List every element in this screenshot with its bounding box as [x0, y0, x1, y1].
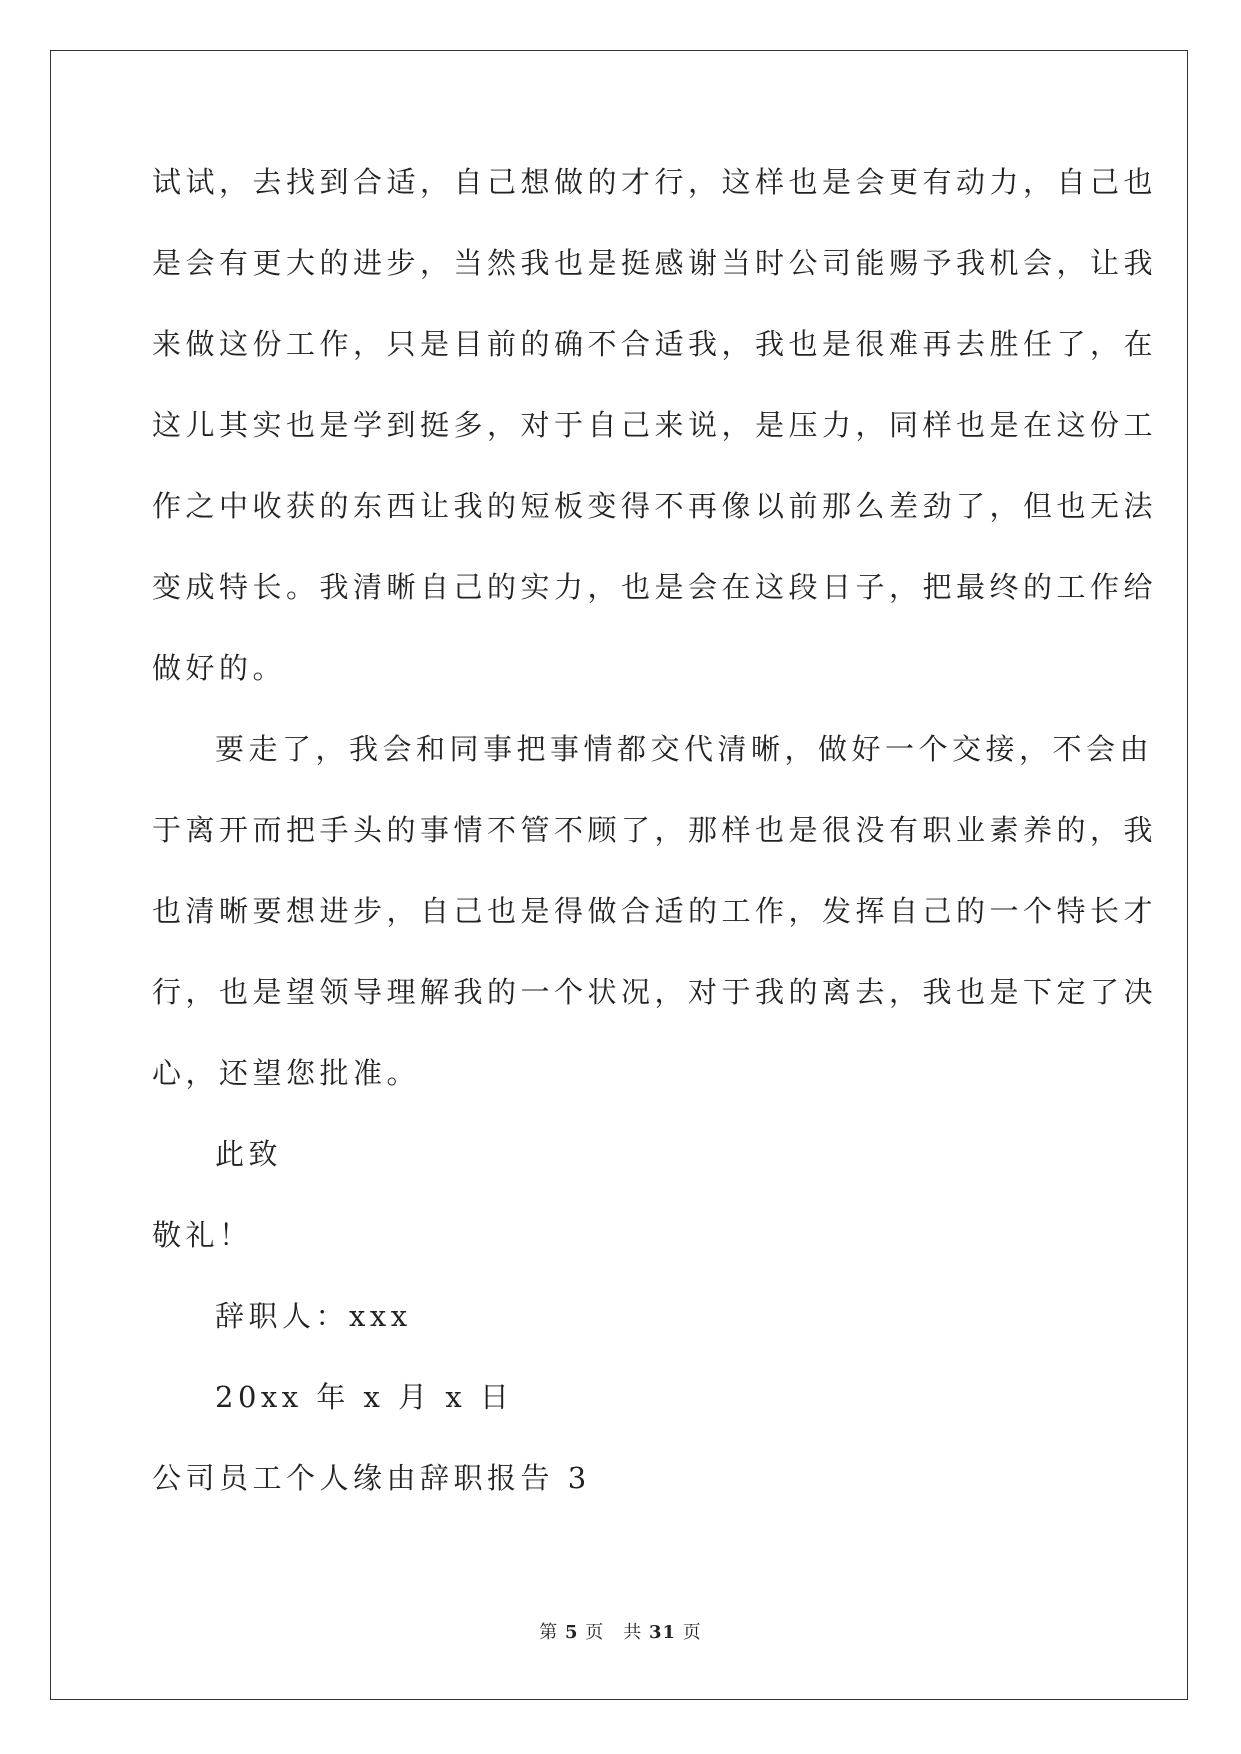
footer-page-prefix: 第: [539, 1622, 559, 1643]
text-line: 是会有更大的进步，当然我也是挺感谢当时公司能赐予我机会，让我: [152, 246, 1158, 280]
footer-page-total: 31: [648, 1622, 677, 1643]
text-line: 这儿其实也是学到挺多，对于自己来说，是压力，同样也是在这份工: [152, 408, 1158, 442]
document-body: [152, 162, 1158, 1539]
footer-page-suffix: 页: [682, 1622, 702, 1643]
date: 20xx 年 x 月 x 日: [215, 1380, 514, 1414]
text-line: 于离开而把手头的事情不管不顾了，那样也是很没有职业素养的，我: [152, 813, 1158, 847]
text-line: 要走了，我会和同事把事情都交代清晰，做好一个交接，不会由: [215, 732, 1154, 766]
text-line: 试试，去找到合适，自己想做的才行，这样也是会更有动力，自己也: [152, 165, 1158, 199]
paragraph-1: [152, 162, 1158, 729]
text-line: 行，也是望领导理解我的一个状况，对于我的离去，我也是下定了决: [152, 975, 1158, 1009]
footer-page-current: 5: [564, 1622, 579, 1643]
text-line: 也清晰要想进步，自己也是得做合适的工作，发挥自己的一个特长才: [152, 894, 1158, 928]
next-section-title: 公司员工个人缘由辞职报告 3: [152, 1461, 591, 1495]
text-line: 变成特长。我清晰自己的实力，也是会在这段日子，把最终的工作给: [152, 570, 1158, 604]
signer: 辞职人：xxx: [215, 1299, 412, 1333]
text-line: 做好的。: [152, 651, 287, 685]
salutation: 敬礼！: [152, 1218, 253, 1252]
text-line: 来做这份工作，只是目前的确不合适我，我也是很难再去胜任了，在: [152, 327, 1158, 361]
paragraph-2: [152, 729, 1158, 1134]
closing: 此致: [215, 1137, 283, 1171]
text-line: 作之中收获的东西让我的短板变得不再像以前那么差劲了，但也无法: [152, 489, 1158, 523]
footer-page-mid: 页 共: [585, 1622, 643, 1643]
text-line: 心，还望您批准。: [152, 1056, 421, 1090]
page-footer: [0, 1618, 1241, 1644]
